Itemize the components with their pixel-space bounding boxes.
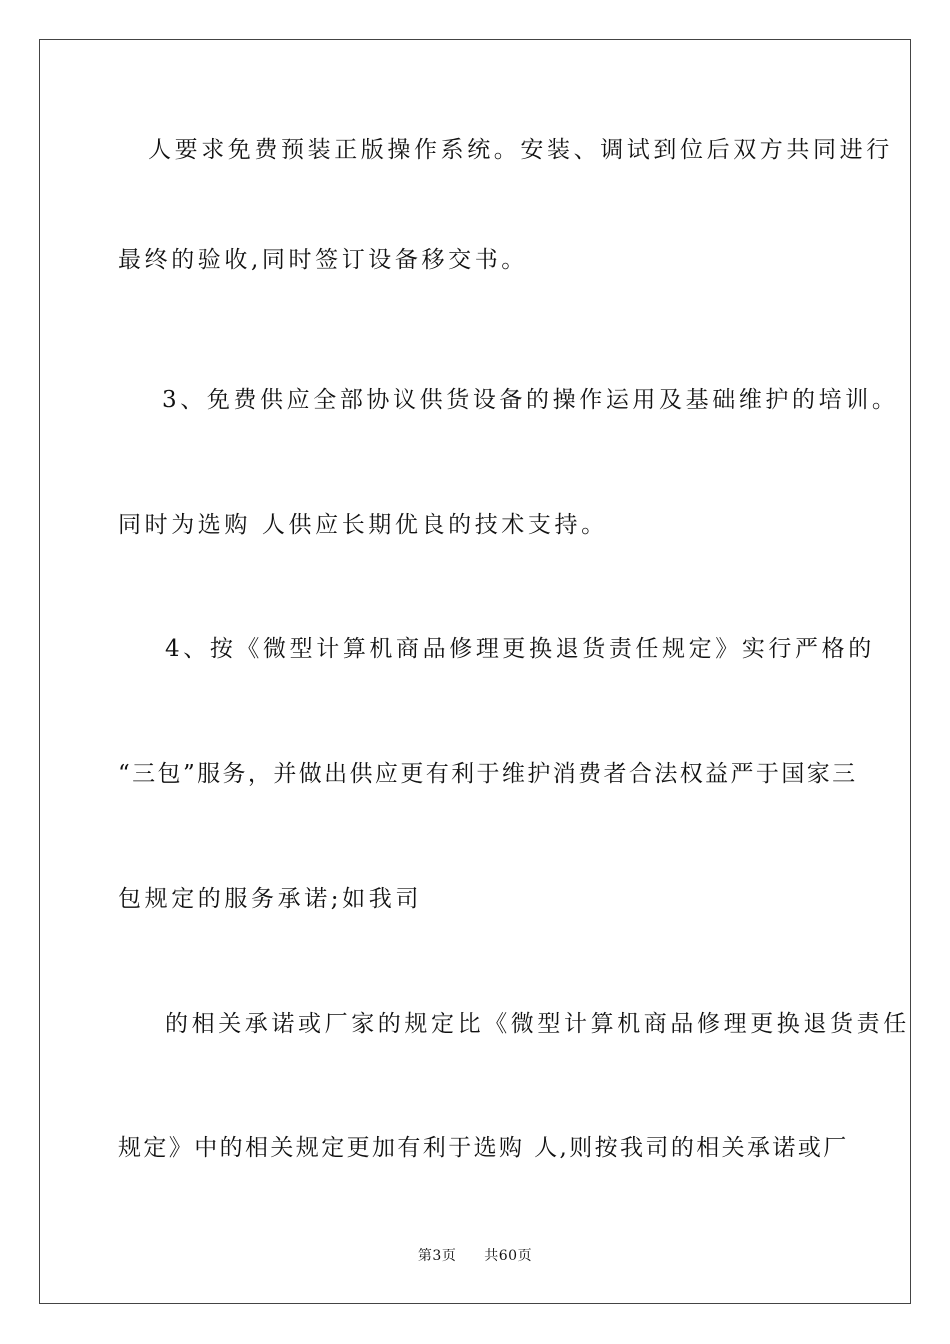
paragraph-line-8: 的相关承诺或厂家的规定比《微型计算机商品修理更换退货责任: [165, 1011, 910, 1037]
paragraph-line-6: “三包”服务，并做出供应更有利于维护消费者合法权益严于国家三: [118, 761, 858, 787]
paragraph-line-1: 人要求免费预装正版操作系统。安装、调试到位后双方共同进行: [148, 137, 893, 163]
page-number: 第3页: [417, 1248, 457, 1264]
paragraph-line-9: 规定》中的相关规定更加有利于选购 人,则按我司的相关承诺或厂: [118, 1135, 849, 1161]
page-total: 共60页: [484, 1248, 533, 1264]
paragraph-line-4: 同时为选购 人供应长期优良的技术支持。: [118, 512, 608, 538]
paragraph-line-2: 最终的验收,同时签订设备移交书。: [118, 247, 528, 273]
page-footer: [0, 1246, 950, 1266]
page-border: [39, 39, 911, 1304]
paragraph-line-5: 4、按《微型计算机商品修理更换退货责任规定》实行严格的: [165, 636, 875, 662]
paragraph-line-3: 3、免费供应全部协议供货设备的操作运用及基础维护的培训。: [162, 387, 899, 413]
paragraph-line-7: 包规定的服务承诺;如我司: [118, 886, 422, 912]
